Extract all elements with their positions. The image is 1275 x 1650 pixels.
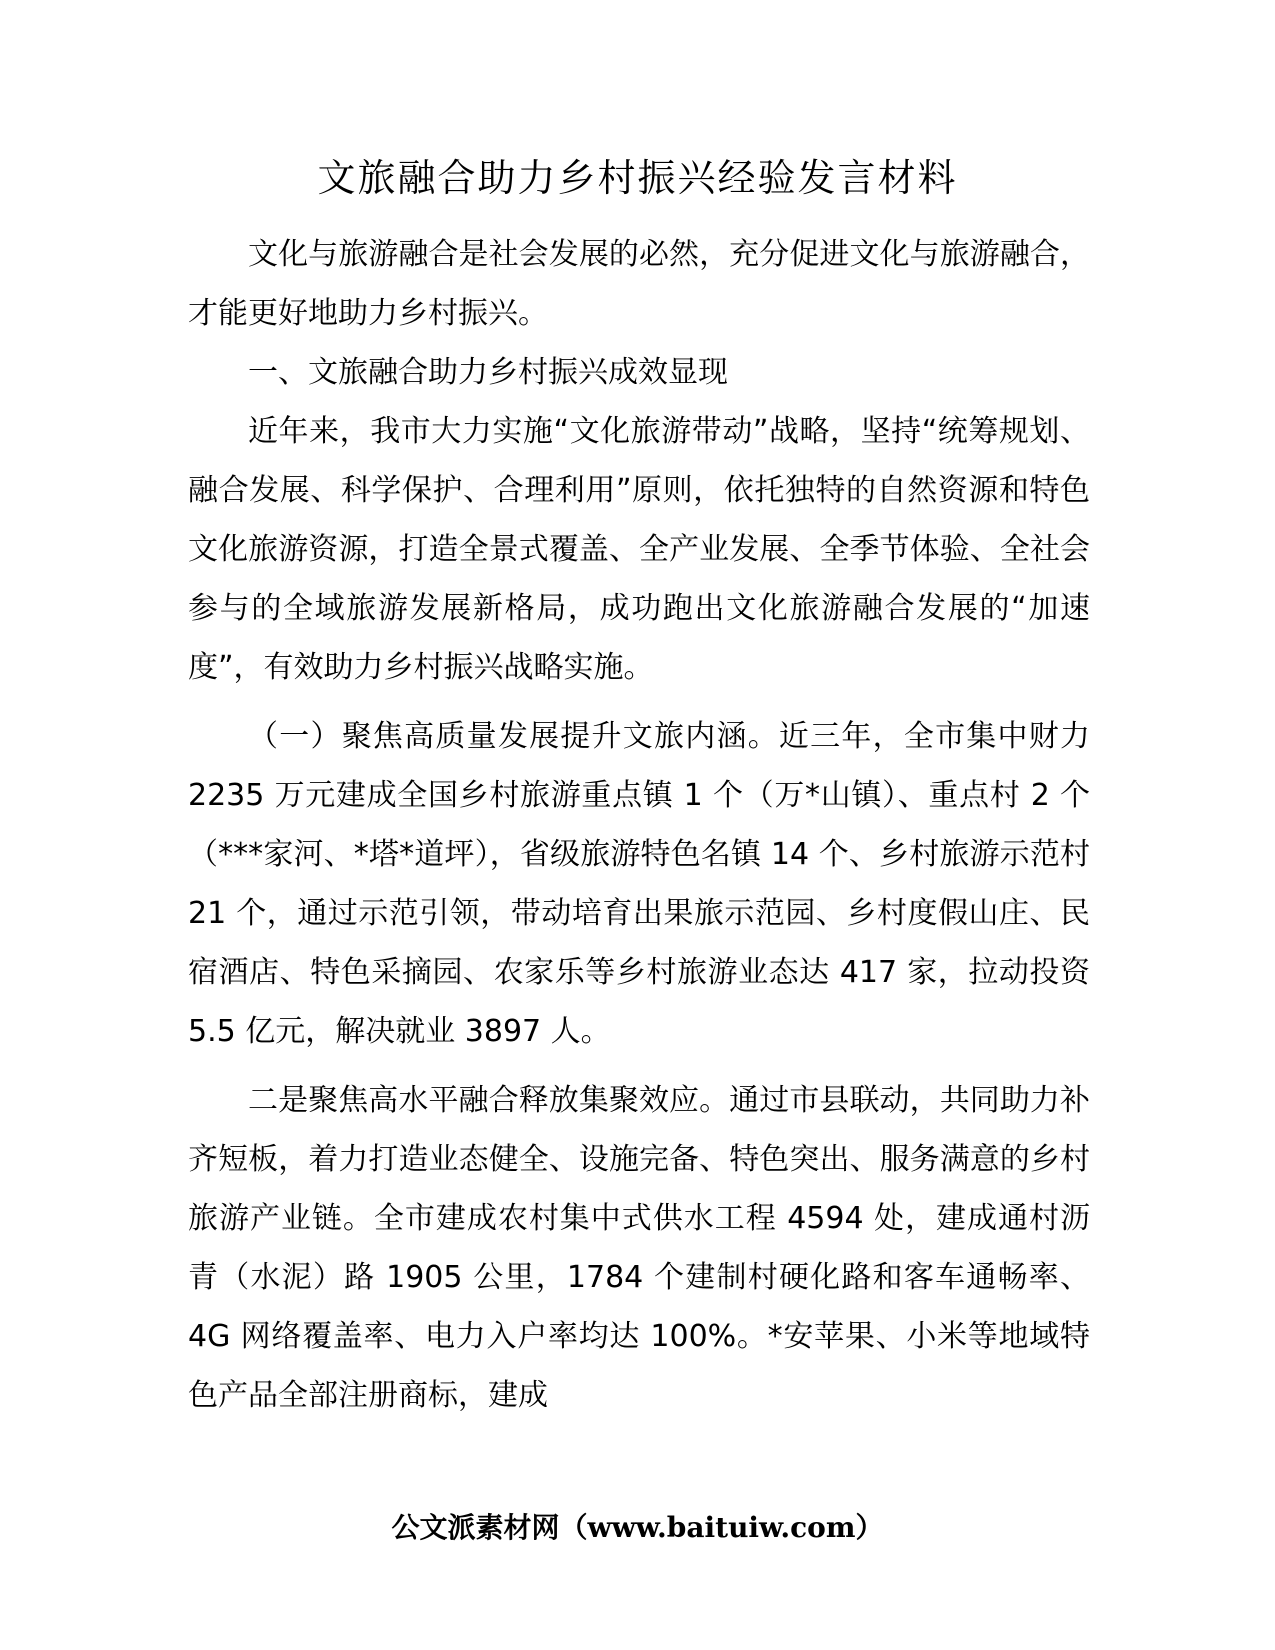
paragraph-intro: 文化与旅游融合是社会发展的必然，充分促进文化与旅游融合，才能更好地助力乡村振兴。 (188, 237, 1090, 331)
paragraph-item-2: 二是聚焦高水平融合释放集聚效应。通过市县联动，共同助力补齐短板，着力打造业态健全、设施完备、特色突出、服务满意的乡村旅游产业链。全市建成农村集中式供水工程 4594 处，建成通村沥青（水泥）路 1905 公里，1784 个建制村硬化路和客车通畅率、4G 网络覆盖率、电力入户率均达 100%。*安苹果、小米等地域特色产品全部注册商标，建成 (188, 1083, 1090, 1413)
paragraph-item-1: （一）聚焦高质量发展提升文旅内涵。近三年，全市集中财力 2235 万元建成全国乡村旅游重点镇 1 个（万*山镇）、重点村 2 个（***家河、*塔*道坪），省级旅游特色名镇 14 个、乡村旅游示范村 21 个，通过示范引领，带动培育出果旅示范园、乡村度假山庄、民宿酒店、特色采摘园、农家乐等乡村旅游业态达 417 家，拉动投资 5.5 亿元，解决就业 3897 人。 (188, 719, 1090, 1049)
document-title: 文旅融合助力乡村振兴经验发言材料 (317, 156, 958, 200)
watermark-footer: 公文派素材网（www.baituiw.com） (391, 1511, 884, 1544)
paragraph-overview: 近年来，我市大力实施“文化旅游带动”战略，坚持“统筹规划、融合发展、科学保护、合理利用”原则，依托独特的自然资源和特色文化旅游资源，打造全景式覆盖、全产业发展、全季节体验、全社会参与的全域旅游发展新格局，成功跑出文化旅游融合发展的“加速度”，有效助力乡村振兴战略实施。 (188, 414, 1090, 685)
document-body (188, 225, 1090, 1425)
section-heading-1: 一、文旅融合助力乡村振兴成效显现 (248, 355, 728, 390)
